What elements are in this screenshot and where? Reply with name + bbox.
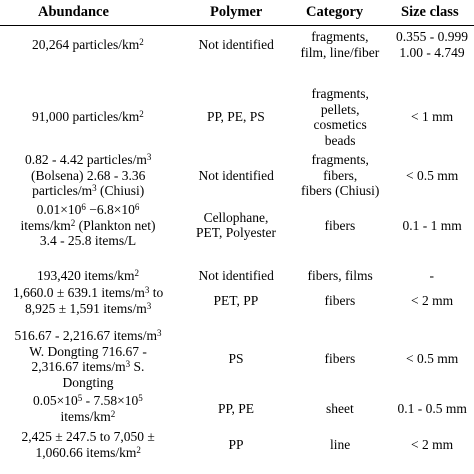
size-class-cell: 0.355 - 0.999 1.00 - 4.749 <box>396 29 468 60</box>
category-cell: fibers <box>324 292 356 308</box>
category-cell: sheet <box>326 400 354 416</box>
polymer-cell: Not identified <box>198 167 274 183</box>
abundance-cell: 516.67 - 2,216.67 items/$m^3$ W. Dongting 716.67 - 2,316.67 items/$m^3$ S. Dongting <box>14 328 162 390</box>
size-class-cell: < 2 mm <box>411 436 454 452</box>
category-cell: fibers <box>324 217 356 233</box>
polymer-cell: Not identified <box>198 36 274 52</box>
polymer-cell: PS <box>228 351 244 367</box>
size-class-cell: < 0.5 mm <box>406 167 459 183</box>
category-cell: fibers, films <box>307 268 373 283</box>
header-rule <box>0 25 474 26</box>
header-size-class: Size class <box>401 4 459 20</box>
abundance-cell: 2,425 ± 247.5 to 7,050 ± 1,060.66 items/$km^2$ <box>21 429 155 460</box>
polymer-cell: PP, PE <box>218 400 255 416</box>
header-category: Category <box>306 4 364 20</box>
polymer-cell: PP, PE, PS <box>207 109 265 125</box>
size-class-cell: < 0.5 mm <box>406 351 459 367</box>
category-cell: fragments, film, line/fiber <box>300 29 380 60</box>
abundance-cell: 20,264 particles/$km^2$ <box>32 36 144 52</box>
abundance-cell: 0.82 - 4.42 particles/$m^3$ (Bolsena) 2.68 - 3.36 particles/$m^3$ (Chiusi) <box>25 152 152 198</box>
category-cell: line <box>330 436 351 452</box>
size-class-cell: - <box>429 268 434 283</box>
size-class-cell: < 1 mm <box>411 109 454 125</box>
header-polymer: Polymer <box>210 4 263 20</box>
abundance-cell: 193,420 items/$km^2$ <box>37 268 139 283</box>
category-cell: fragments, fibers, fibers (Chiusi) <box>301 152 380 198</box>
header-abundance: Abundance <box>38 4 109 20</box>
category-cell: fragments, pellets, cosmetics beads <box>311 86 369 148</box>
size-class-cell: 0.1 - 1 mm <box>402 217 462 233</box>
abundance-cell: $0.05\times 10^5 - 7.58\times 10^5$ items/$km^2$ <box>33 393 143 424</box>
size-class-cell: < 2 mm <box>411 292 454 308</box>
polymer-cell: PET, PP <box>213 292 259 308</box>
abundance-cell: 91,000 particles/$km^2$ <box>32 109 144 125</box>
polymer-cell: Cellophane, PET, Polyester <box>196 209 276 241</box>
abundance-cell: $0.01\times 10^6 -6.8\times 10^6$ items/$km^2$ (Plankton net) 3.4 - 25.8 items/L <box>20 202 156 248</box>
category-cell: fibers <box>324 351 356 367</box>
polymer-cell: PP <box>228 436 244 452</box>
abundance-cell: 1,660.0 ± 639.1 items/$m^3$ to 8,925 ± 1,591 items/$m^3$ <box>13 285 164 316</box>
size-class-cell: 0.1 - 0.5 mm <box>397 400 467 416</box>
polymer-cell: Not identified <box>198 268 274 283</box>
